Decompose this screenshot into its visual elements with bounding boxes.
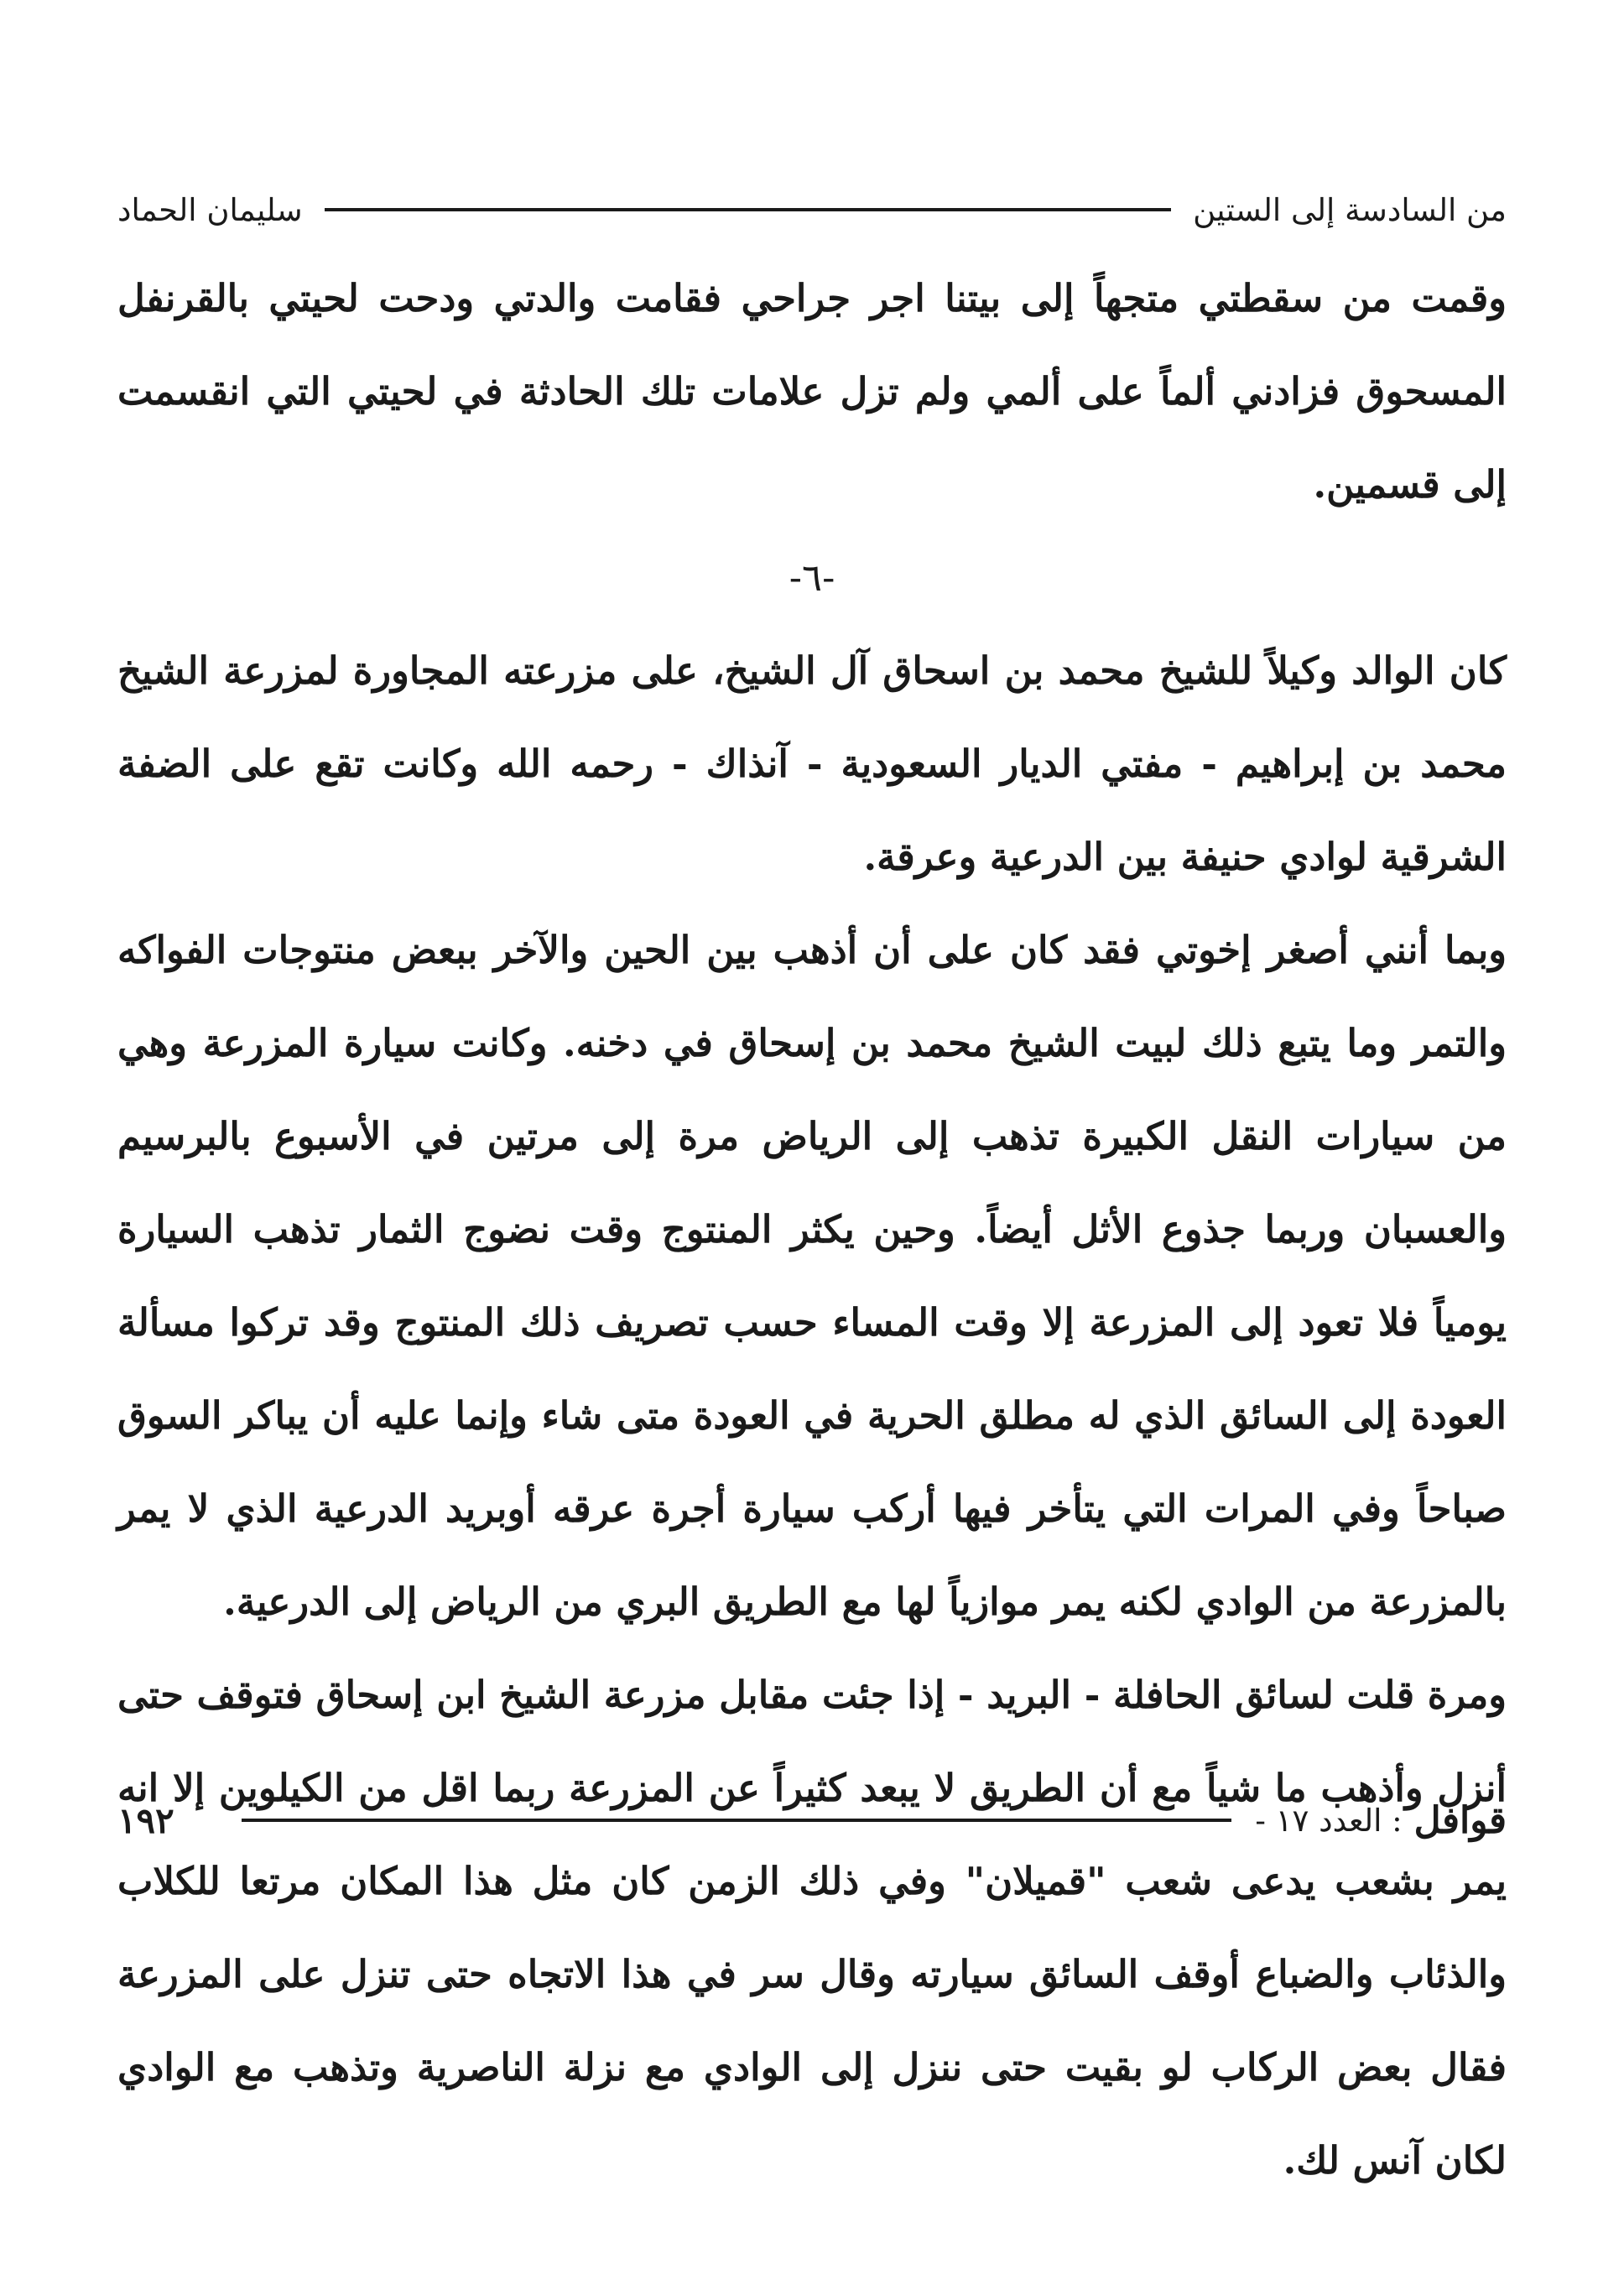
page-number: ١٩٢: [117, 1799, 174, 1841]
paragraph-4: ومرة قلت لسائق الحافلة - البريد - إذا جئت مقابل مزرعة الشيخ ابن إسحاق فتوقف حتى أنزل وأذهب ما شياً مع أن الطريق لا يبعد كثيراً عن المزرعة ربما اقل من الكيلوين إلا انه يمر بشعب يدعى شعب "قميلان" وفي ذلك الزمن كان مثل هذا المكان مرتعا للكلاب والذئاب والضباع أوقف السائق سيارته وقال سر في هذا الاتجاه حتى تنزل على المزرعة فقال بعض الركاب لو بقيت حتى ننزل إلى الوادي مع نزلة الناصرية وتذهب مع الوادي لكان آنس لك.: [117, 1673, 1507, 2183]
header-author: سليمان الحماد: [117, 191, 303, 228]
paragraph-1: وقمت من سقطتي متجهاً إلى بيتنا اجر جراحي فقامت والدتي ودحت لحيتي بالقرنفل المسحوق فزادني ألماً على ألمي ولم تزل علامات تلك الحادثة في لحيتي التي انقسمت إلى قسمين.: [117, 276, 1507, 507]
running-footer: [117, 1787, 1507, 1854]
paragraph-3: وبما أنني أصغر إخوتي فقد كان على أن أذهب بين الحين والآخر ببعض منتوجات الفواكه والتمر وما يتبع ذلك لبيت الشيخ محمد بن إسحاق في دخنه. وكانت سيارة المزرعة وهي من سيارات النقل الكبيرة تذهب إلى الرياض مرة إلى مرتين في الأسبوع بالبرسيم والعسبان وربما جذوع الأثل أيضاً. وحين يكثر المنتوج وقت نضوج الثمار تذهب السيارة يومياً فلا تعود إلى المزرعة إلا وقت المساء حسب تصريف ذلك المنتوج وقد تركوا مسألة العودة إلى السائق الذي له مطلق الحرية في العودة متى شاء وإنما عليه أن يباكر السوق صباحاً وفي المرات التي يتأخر فيها أركب سيارة أجرة عرقه أوبريد الدرعية الذي لا يمر بالمزرعة من الوادي لكنه يمر موازياً لها مع الطريق البري من الرياض إلى الدرعية.: [117, 928, 1507, 1624]
header-book-title: من السادسة إلى الستين: [1193, 191, 1507, 228]
article-body: [117, 252, 1507, 2207]
section-number: -٦-: [789, 555, 835, 600]
running-header: [117, 176, 1507, 243]
paragraph-2: كان الوالد وكيلاً للشيخ محمد بن اسحاق آل الشيخ، على مزرعته المجاورة لمزرعة الشيخ محمد بن إبراهيم - مفتي الديار السعودية - آنذاك - رحمه الله وكانت تقع على الضفة الشرقية لوادي حنيفة بين الدرعية وعرقة.: [117, 648, 1507, 879]
footer-issue: : العدد ١٧ -: [1255, 1802, 1403, 1839]
footer-journal-name: قوافل: [1413, 1798, 1507, 1842]
header-rule: [325, 208, 1172, 211]
footer-rule: [242, 1819, 1231, 1822]
